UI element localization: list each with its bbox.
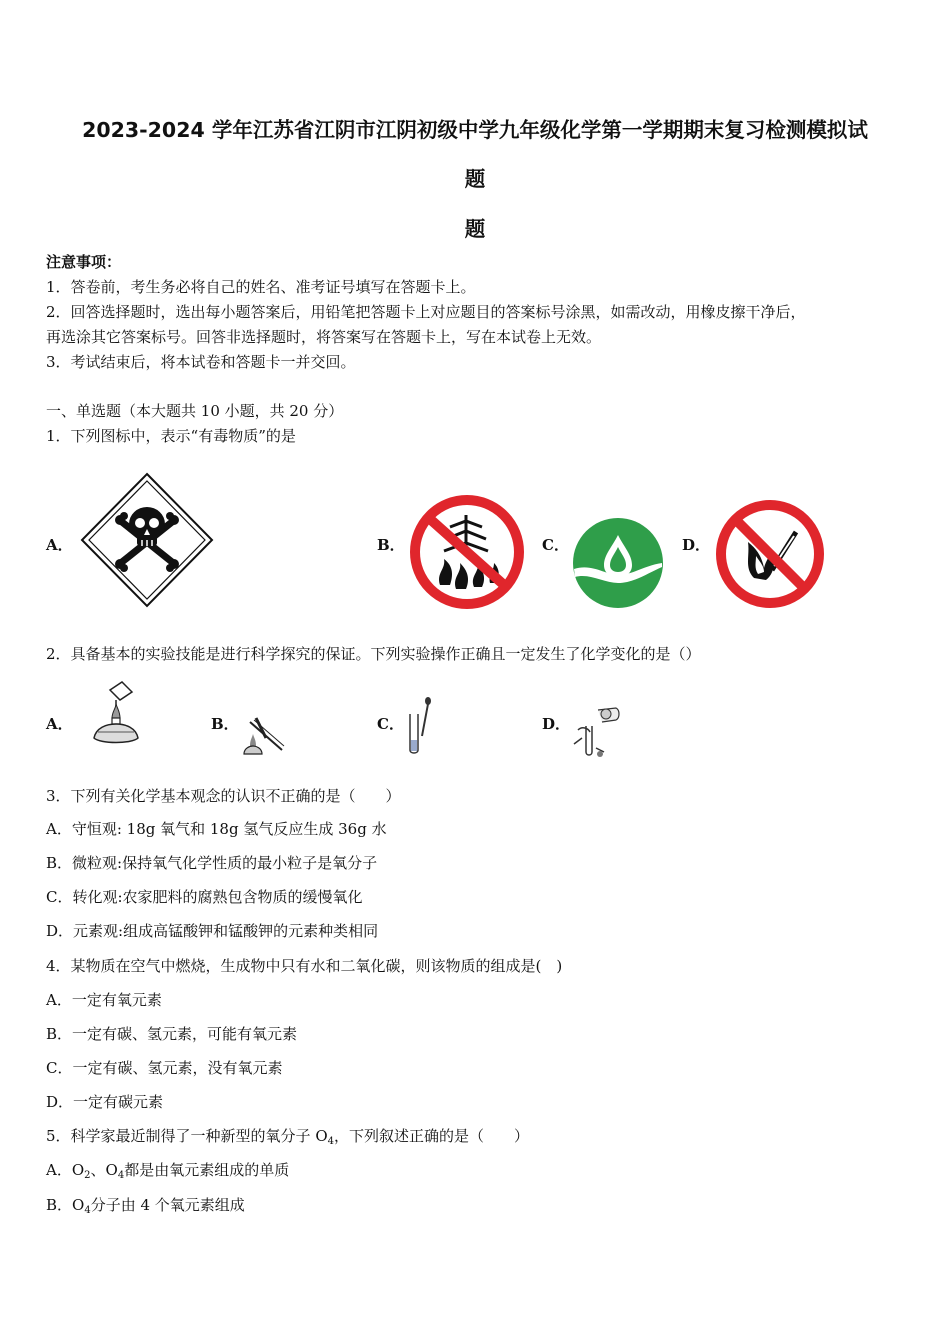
q1-option-d-label: D．: [682, 536, 711, 554]
q1-option-b-label: B．: [377, 536, 405, 554]
q4-option-c: C．一定有碳、氢元素，没有氧元素: [46, 1059, 283, 1077]
toxic-skull-icon: [80, 472, 214, 608]
q5-stem-text: 5．科学家最近制得了一种新型的氧分子 O: [46, 1127, 328, 1145]
q4-option-b: B．一定有碳、氢元素，可能有氧元素: [46, 1025, 298, 1043]
pouring-liquid-icon: [572, 704, 624, 760]
question-1-stem: 1．下列图标中，表示“有毒物质”的是: [46, 427, 296, 445]
test-tube-dropper-icon: [402, 696, 438, 758]
q5-a-text-end: 都是由氧元素组成的单质: [124, 1161, 290, 1179]
q5-option-b: [46, 1195, 245, 1221]
notice-item-2: 2．回答选择题时，选出每小题答案后，用铅笔把答题卡上对应题目的答案标号涂黑，如需改动，用橡皮擦干净后，: [46, 303, 806, 321]
section-heading: 一、单选题（本大题共 10 小题，共 20 分）: [46, 402, 344, 420]
q5-a-text-mid: 、O: [90, 1161, 118, 1179]
q1-option-c-label: C．: [542, 536, 569, 554]
q5-a-subscript-1: 2: [84, 1170, 91, 1181]
q5-stem-subscript: 4: [327, 1136, 334, 1147]
question-3-stem: 3．下列有关化学基本观念的认识不正确的是（ ）: [46, 787, 401, 805]
q5-stem-text-end: ，下列叙述正确的是（ ）: [334, 1127, 530, 1145]
q5-option-a: [46, 1160, 289, 1186]
notice-heading: 注意事项：: [46, 253, 122, 271]
water-saving-icon: [572, 517, 664, 609]
no-forest-fire-icon: [408, 493, 526, 611]
q5-b-subscript: 4: [84, 1205, 91, 1216]
page-title: 2023-2024 学年江苏省江阴市江阴初级中学九年级化学第一学期期末复习检测模拟试: [82, 118, 868, 142]
no-fire-icon: [714, 498, 826, 610]
q5-b-text: B．O: [46, 1196, 85, 1214]
notice-item-3: 3．考试结束后，将本试卷和答题卡一并交回。: [46, 353, 356, 371]
q5-a-text: A．O: [46, 1161, 85, 1179]
q5-b-text-end: 分子由 4 个氧元素组成: [90, 1196, 245, 1214]
question-4-stem: 4．某物质在空气中燃烧，生成物中只有水和二氧化碳，则该物质的组成是( ): [46, 957, 563, 975]
page-title-extra: 题: [464, 217, 486, 241]
q1-option-a-label: A．: [46, 536, 73, 554]
q4-option-d: D．一定有碳元素: [46, 1093, 164, 1111]
question-2-stem: 2．具备基本的实验技能是进行科学探究的保证。下列实验操作正确且一定发生了化学变化的是（）: [46, 645, 701, 663]
q2-option-a-label: A．: [46, 715, 73, 733]
page-title-continued: 题: [464, 167, 486, 191]
q3-option-a: A．守恒观: 18g 氧气和 18g 氢气反应生成 36g 水: [46, 820, 387, 838]
q3-option-b: B．微粒观:保持氧气化学性质的最小粒子是氧分子: [46, 854, 378, 872]
q3-option-d: D．元素观:组成高锰酸钾和锰酸钾的元素种类相同: [46, 922, 379, 940]
q2-option-c-label: C．: [377, 715, 404, 733]
notice-item-2-cont: 再选涂其它答案标号。回答非选择题时，将答案写在答题卡上，写在本试卷上无效。: [46, 328, 602, 346]
q5-a-subscript-2: 4: [117, 1170, 125, 1181]
question-5-stem: [46, 1126, 529, 1152]
alcohol-lamp-icon: [88, 678, 144, 750]
q2-option-d-label: D．: [542, 715, 571, 733]
heating-tube-icon: [236, 710, 286, 760]
q2-option-b-label: B．: [211, 715, 239, 733]
notice-item-1: 1．答卷前，考生务必将自己的姓名、准考证号填写在答题卡上。: [46, 278, 476, 296]
q4-option-a: A．一定有氧元素: [46, 991, 162, 1009]
q3-option-c: C．转化观:农家肥料的腐熟包含物质的缓慢氧化: [46, 888, 363, 906]
